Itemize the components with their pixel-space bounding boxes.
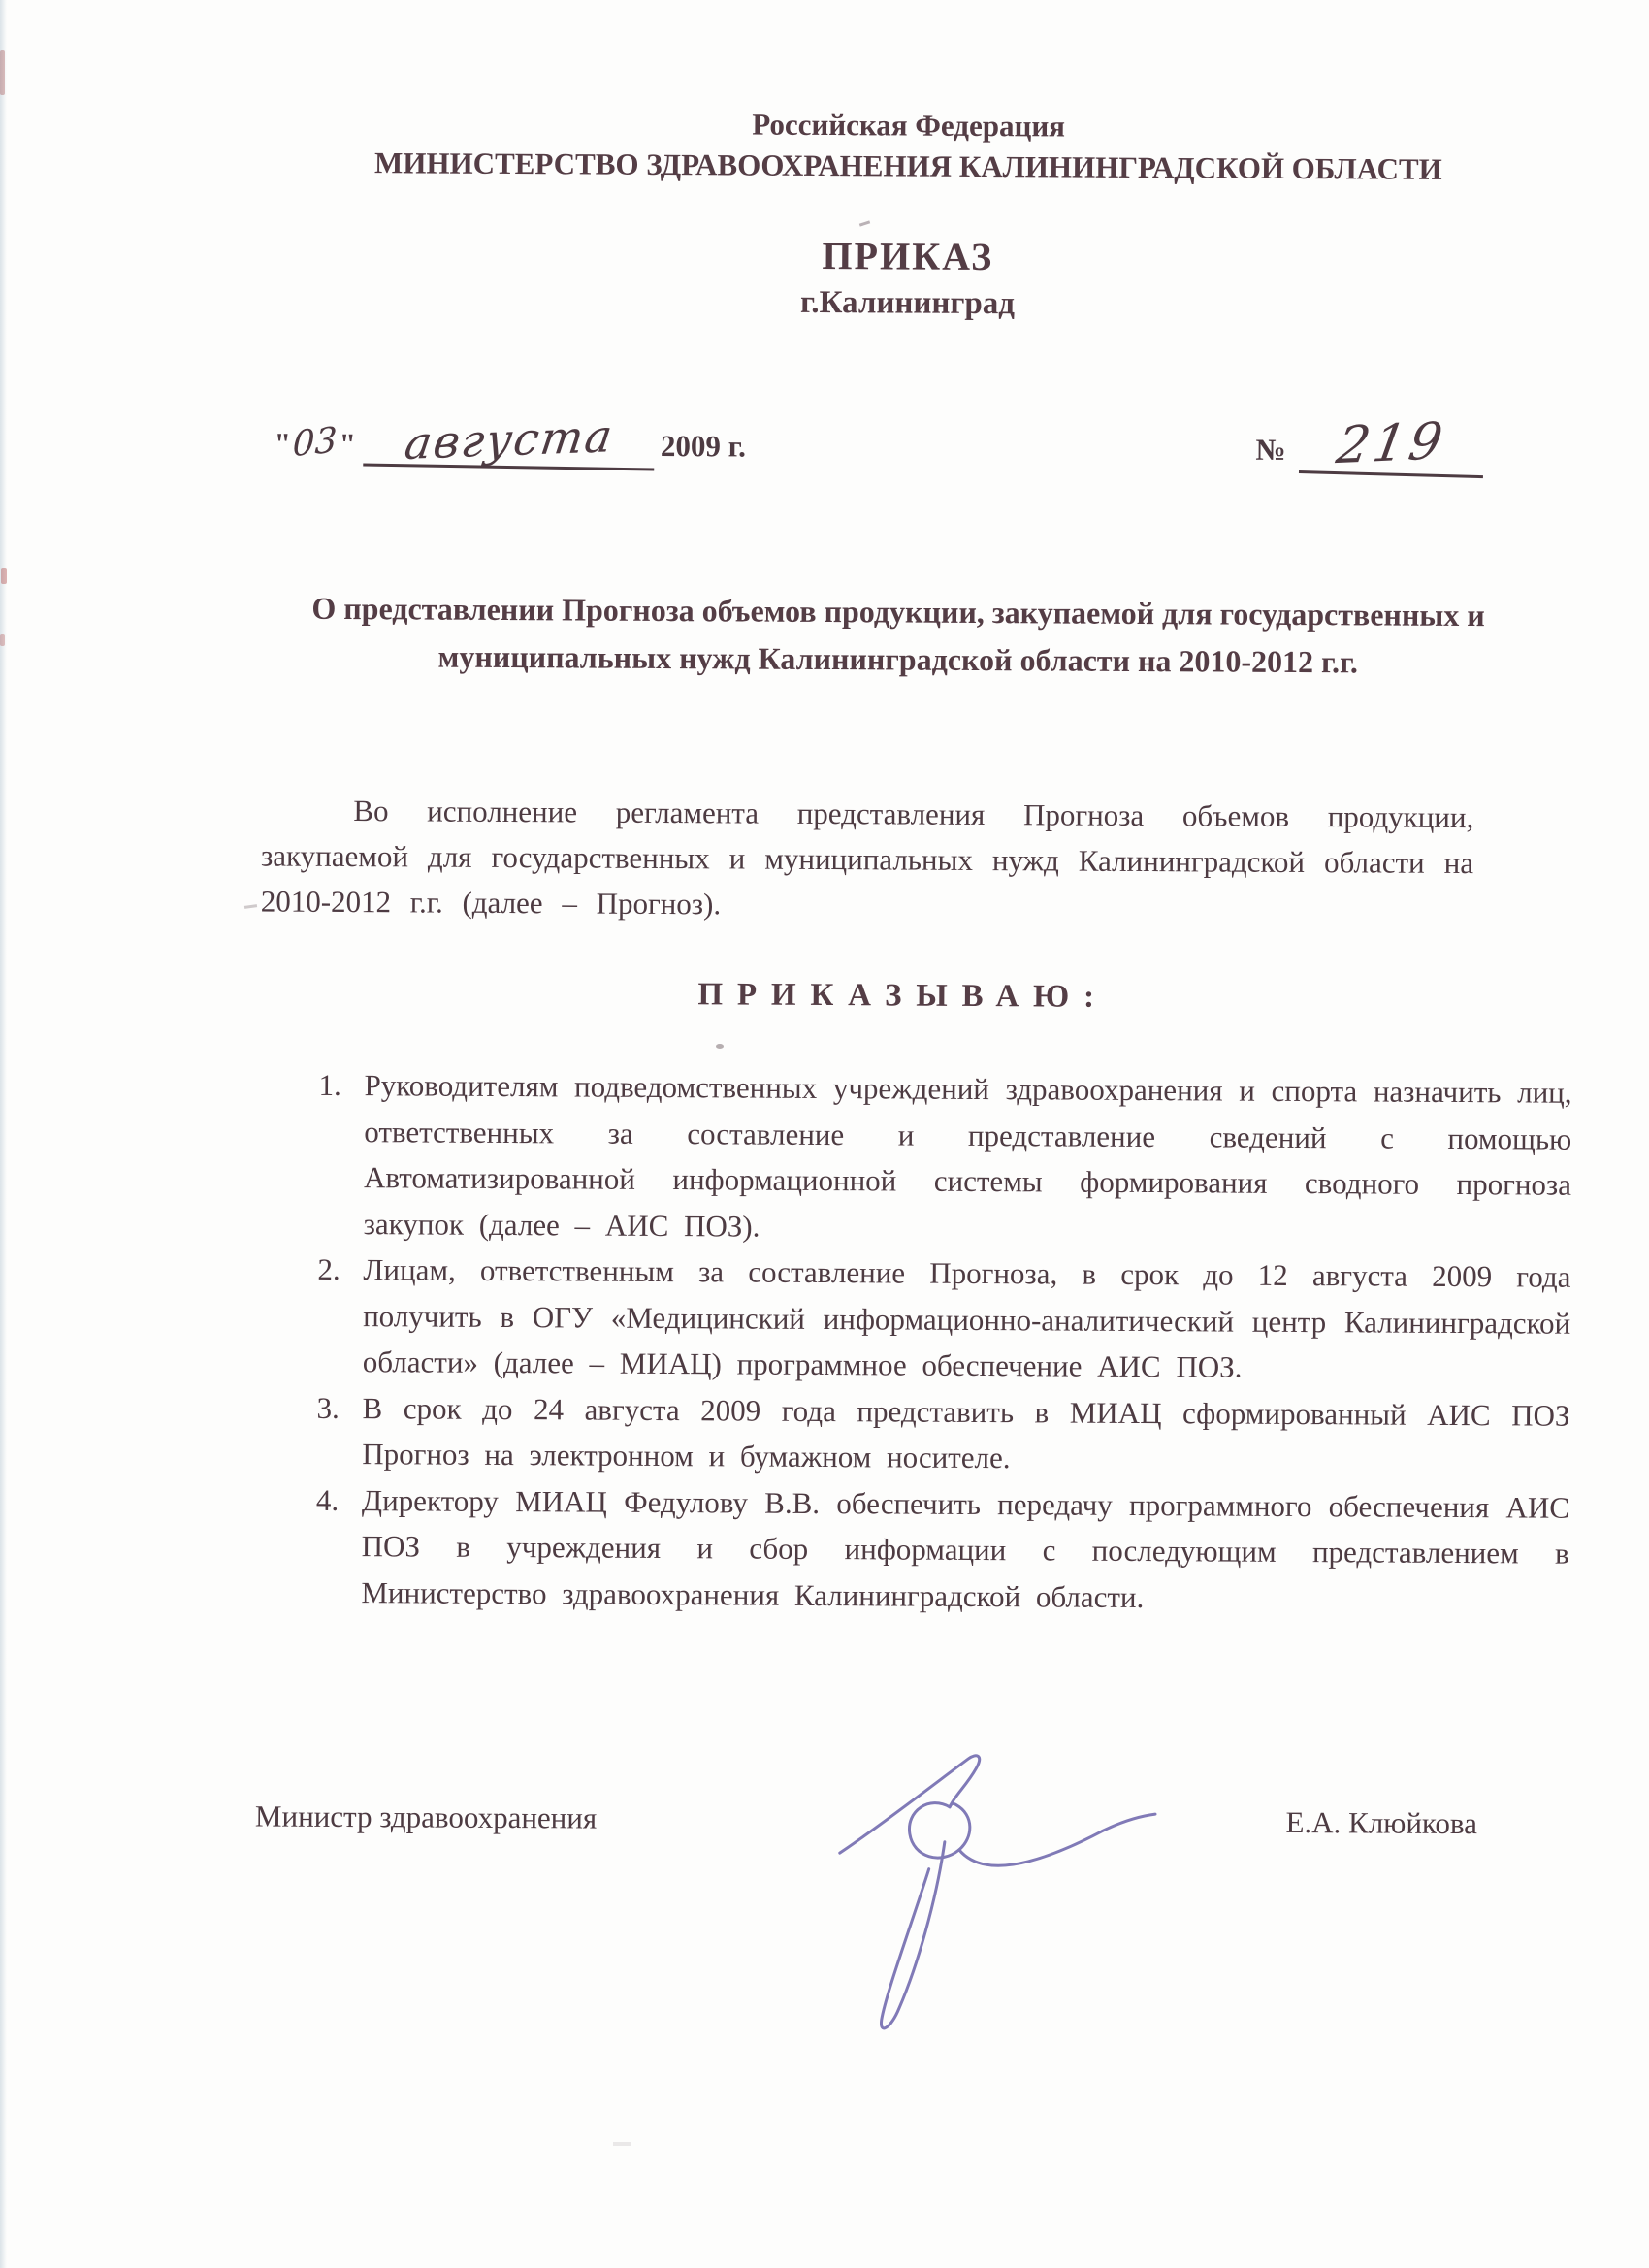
- day-close-quote: ": [339, 426, 356, 462]
- order-item-3: 3. В срок до 24 августа 2009 года представить в МИАЦ сформированный АИС ПОЗ Прогноз на электронном и бумажном носителе.: [354, 1385, 1570, 1485]
- letterhead: [166, 101, 1649, 191]
- document-type-title: ПРИКАЗ: [822, 233, 994, 279]
- date-and-number-row: [274, 409, 1483, 477]
- intro-paragraph: Во исполнение регламента представления Прогноза объемов продукции, закупаемой для государственных и муниципальных нужд Калининградской области на 2010-2012 г.г. (далее – Прогноз).: [260, 794, 1474, 922]
- subject-heading: О представлении Прогноза объемов продукции, закупаемой для государственных и муниципальных нужд Калининградской области на 2010-2012 г.г.: [311, 590, 1485, 680]
- signer-position-title: Министр здравоохранения: [254, 1798, 598, 1835]
- order-number-group: [1255, 411, 1483, 476]
- city-line: г.Калининград: [799, 284, 1016, 322]
- day-handwritten: 03: [292, 420, 339, 466]
- number-sign: №: [1255, 432, 1286, 467]
- date-group: [274, 409, 747, 470]
- order-items-list: [256, 1061, 1571, 1622]
- month-blank-line: [364, 409, 656, 471]
- signature-drawing: [819, 1744, 1170, 2076]
- order-keyword: ПРИКАЗЫВАЮ:: [697, 977, 1110, 1015]
- signer-name: Е.А. Клюйкова: [1285, 1804, 1478, 1841]
- order-item-1: 1. Руководителям подведомственных учреждений здравоохранения и спорта назначить лиц, ответственных за составление и представление сведений с помощью Автоматизированной информационной системы формирования сводного прогноза закупок (далее – АИС ПОЗ).: [356, 1062, 1572, 1254]
- day-open-quote: ": [274, 426, 291, 461]
- month-handwritten: августа: [401, 409, 618, 470]
- country-line: Российская Федерация: [752, 107, 1066, 144]
- order-item-2: 2. Лицам, ответственным за составление Прогноза, в срок до 12 августа 2009 года получить в ОГУ «Медицинский информационно-аналитический центр Калининградской области» (далее – МИАЦ) программное обеспечение АИС ПОЗ.: [355, 1247, 1571, 1392]
- year-suffix: 2009 г.: [660, 428, 747, 464]
- order-number-handwritten: 219: [1333, 411, 1451, 476]
- order-item-4: 4. Директору МИАЦ Федулову В.В. обеспечить передачу программного обеспечения АИС ПОЗ в учреждения и сбор информации с последующим представлением в Министерство здравоохранения Калининградской области.: [353, 1477, 1569, 1623]
- signature-ink: [819, 1744, 1170, 2076]
- number-blank-line: [1299, 411, 1484, 478]
- ministry-line: МИНИСТЕРСТВО ЗДРАВООХРАНЕНИЯ КАЛИНИНГРАДСКОЙ ОБЛАСТИ: [373, 146, 1442, 186]
